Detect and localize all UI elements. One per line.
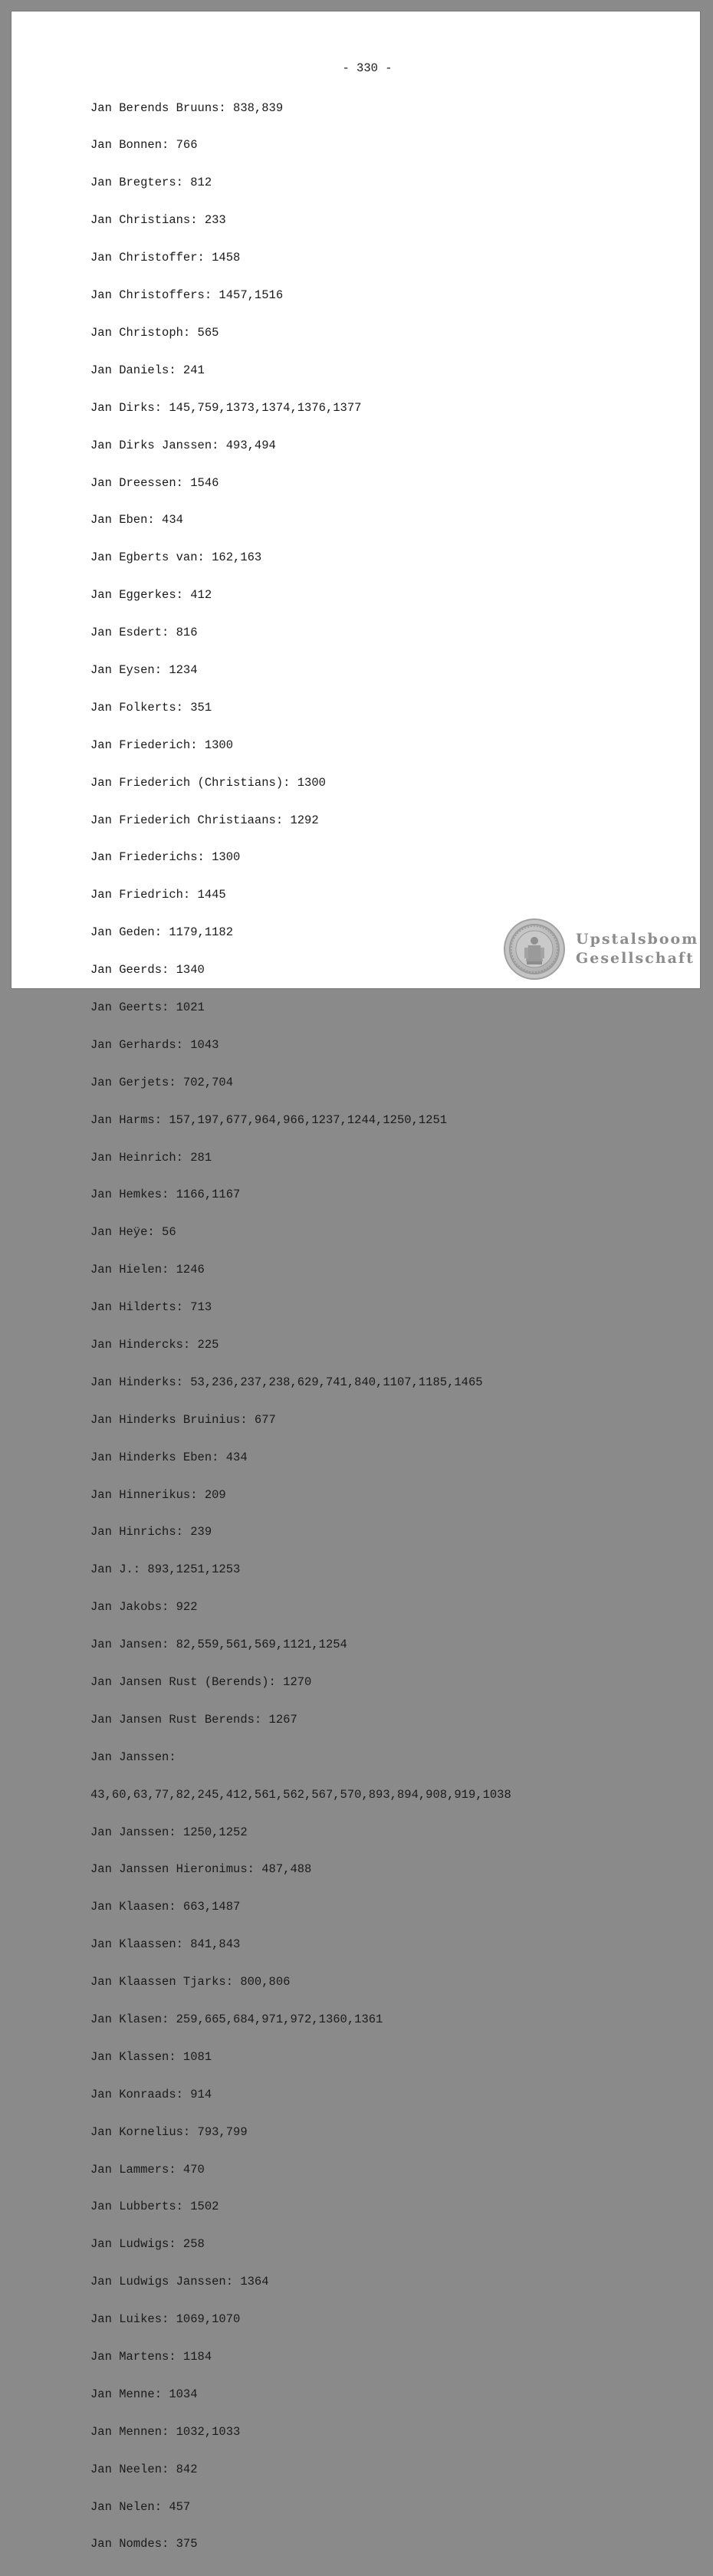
index-entry: Jan Friederich: 1300	[90, 738, 234, 752]
index-entry: Jan Hilderts: 713	[90, 1300, 212, 1315]
index-entry: Jan Kornelius: 793,799	[90, 2124, 248, 2139]
index-entry: Jan Bonnen: 766	[90, 138, 198, 153]
index-entry: Jan Heinrich: 281	[90, 1150, 212, 1165]
logo-line-2: Gesellschaft	[576, 950, 695, 967]
index-entry: Jan Hinderks: 53,236,237,238,629,741,840,1107,1185,1465	[90, 1375, 483, 1389]
index-entry: Jan Hindercks: 225	[90, 1337, 219, 1352]
index-entry: Jan Klassen: 1081	[90, 2049, 212, 2064]
upstalsboom-logo	[505, 920, 698, 978]
index-entry: Jan Hinnerikus: 209	[90, 1487, 226, 1502]
index-entry: Jan Friederich Christiaans: 1292	[90, 813, 319, 827]
index-entry: Jan Lammers: 470	[90, 2162, 205, 2177]
index-entry: Jan Egberts van: 162,163	[90, 550, 262, 565]
index-entry: Jan Gerhards: 1043	[90, 1037, 219, 1052]
index-entry: Jan Harms: 157,197,677,964,966,1237,1244,1250,1251	[90, 1112, 448, 1127]
index-entry: 43,60,63,77,82,245,412,561,562,567,570,893,894,908,919,1038	[90, 1787, 511, 1802]
index-entry: Jan Esdert: 816	[90, 626, 198, 640]
index-entry: Jan Friederich (Christians): 1300	[90, 775, 326, 790]
index-entry: Jan Christoffers: 1457,1516	[90, 288, 284, 303]
index-entry: Jan Friedrich: 1445	[90, 888, 226, 902]
seal-icon	[505, 920, 564, 978]
index-entry: Jan Klaassen: 841,843	[90, 1937, 241, 1952]
index-entry: Jan Lubberts: 1502	[90, 2200, 219, 2214]
index-entry: Jan Eggerkes: 412	[90, 588, 212, 603]
index-entry: Jan Menne: 1034	[90, 2387, 198, 2401]
index-entry: Jan Jansen Rust (Berends): 1270	[90, 1675, 312, 1689]
index-entry: Jan Nomdes: 375	[90, 2537, 198, 2551]
name-index-list	[90, 77, 511, 2575]
index-entry: Jan Jakobs: 922	[90, 1600, 198, 1615]
index-entry: Jan Konraads: 914	[90, 2087, 212, 2101]
index-entry: Jan Hielen: 1246	[90, 1263, 205, 1277]
index-entry: Jan Eysen: 1234	[90, 662, 198, 677]
index-entry: Jan Bregters: 812	[90, 176, 212, 190]
index-entry: Jan Daniels: 241	[90, 363, 205, 377]
index-entry: Jan Jansen Rust Berends: 1267	[90, 1712, 297, 1727]
index-entry: Jan Gerjets: 702,704	[90, 1075, 234, 1089]
page-number: - 330 -	[342, 61, 393, 75]
index-entry: Jan Hinderks Bruinius: 677	[90, 1412, 276, 1427]
document-page	[11, 11, 701, 2551]
index-entry: Jan Folkerts: 351	[90, 700, 212, 715]
index-entry: Jan Luikes: 1069,1070	[90, 2312, 241, 2327]
index-entry: Jan Klasen: 259,665,684,971,972,1360,1361	[90, 2013, 383, 2027]
index-entry: Jan Hinderks Eben: 434	[90, 1450, 248, 1464]
index-entry: Jan Janssen: 1250,1252	[90, 1825, 248, 1839]
index-entry: Jan Dirks Janssen: 493,494	[90, 438, 276, 452]
index-entry: Jan Martens: 1184	[90, 2350, 212, 2364]
index-entry: Jan Geden: 1179,1182	[90, 925, 234, 940]
index-entry: Jan Geerts: 1021	[90, 1000, 205, 1014]
index-entry: Jan Ludwigs Janssen: 1364	[90, 2275, 269, 2289]
index-entry: Jan Jansen: 82,559,561,569,1121,1254	[90, 1638, 347, 1652]
index-entry: Jan Christoffer: 1458	[90, 251, 241, 265]
index-entry: Jan Nelen: 457	[90, 2499, 191, 2514]
index-entry: Jan Heÿe: 56	[90, 1225, 176, 1240]
index-entry: Jan Dreessen: 1546	[90, 475, 219, 490]
index-entry: Jan Klaassen Tjarks: 800,806	[90, 1975, 291, 1990]
index-entry: Jan Janssen Hieronimus: 487,488	[90, 1862, 312, 1877]
index-entry: Jan Hinrichs: 239	[90, 1525, 212, 1539]
index-entry: Jan Hemkes: 1166,1167	[90, 1188, 241, 1202]
index-entry: Jan Eben: 434	[90, 513, 183, 527]
index-entry: Jan Klaasen: 663,1487	[90, 1900, 241, 1914]
index-entry: Jan Mennen: 1032,1033	[90, 2424, 241, 2439]
index-entry: Jan Geerds: 1340	[90, 963, 205, 978]
index-entry: Jan Janssen:	[90, 1750, 176, 1764]
index-entry: Jan Christoph: 565	[90, 325, 219, 340]
index-entry: Jan Christians: 233	[90, 213, 226, 228]
index-entry: Jan Berends Bruuns: 838,839	[90, 100, 284, 115]
index-entry: Jan Ludwigs: 258	[90, 2237, 205, 2252]
index-entry: Jan J.: 893,1251,1253	[90, 1562, 241, 1577]
index-entry: Jan Dirks: 145,759,1373,1374,1376,1377	[90, 400, 362, 415]
index-entry: Jan Friederichs: 1300	[90, 850, 241, 865]
logo-wordmark	[576, 930, 698, 968]
logo-line-1: Upstalsboom	[576, 931, 699, 948]
index-entry: Jan Neelen: 842	[90, 2462, 198, 2476]
